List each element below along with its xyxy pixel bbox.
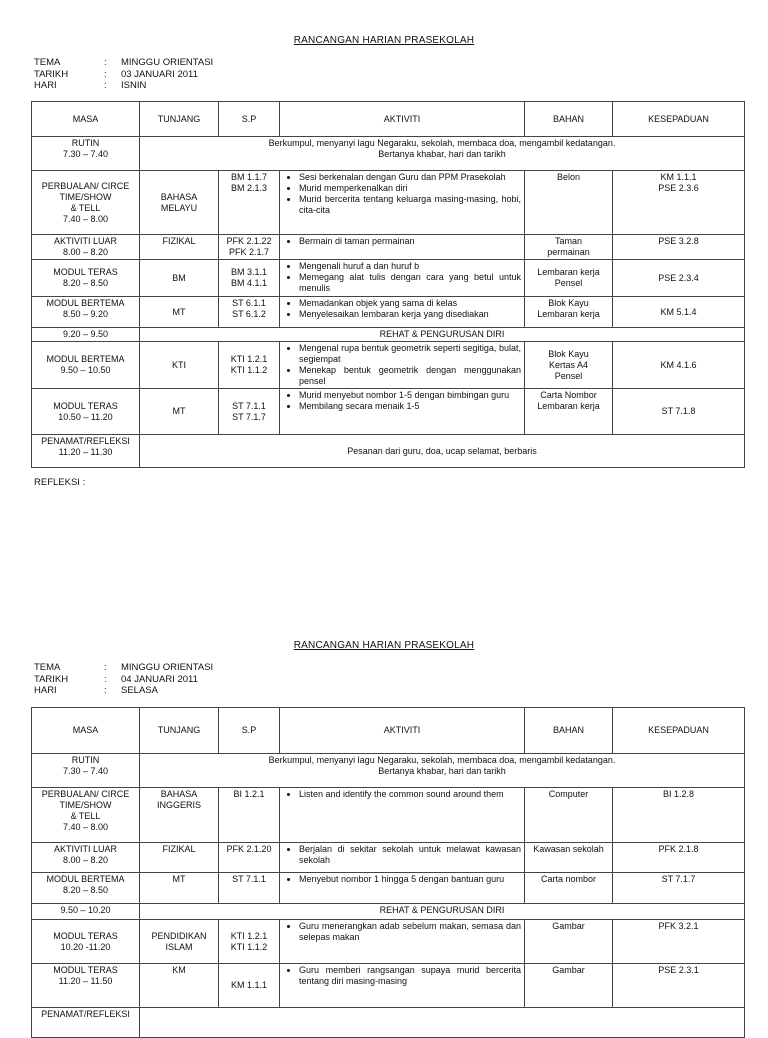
activity-item: • Memegang alat tulis dengan cara yang betul untuk menulis: [299, 272, 521, 294]
activity-item: • Menyelesaikan lembaran kerja yang disediakan: [299, 309, 521, 320]
kesepaduan-cell: [613, 171, 745, 235]
lesson-plan-table: [31, 707, 745, 1038]
header-masa: MASA: [32, 102, 140, 137]
kesepaduan-cell: [613, 843, 745, 873]
bahan-cell: [525, 964, 613, 1008]
header-tunjang: TUNJANG: [140, 102, 219, 137]
meta-key: TEMA: [34, 662, 61, 673]
meta-value: MINGGU ORIENTASI: [121, 57, 214, 68]
cell-line: Pensel: [554, 370, 583, 381]
activity-item: • Bermain di taman permainan: [299, 236, 521, 247]
aktiviti-cell: [280, 843, 525, 873]
table-row: [32, 137, 745, 171]
cell-line: PFK 2.1.22: [226, 236, 272, 246]
bahan-cell: [525, 235, 613, 260]
table-row: [32, 235, 745, 260]
aktiviti-cell: [280, 788, 525, 843]
cell-line: permainan: [547, 247, 590, 257]
masa-cell: [32, 260, 140, 297]
tunjang-cell: [140, 260, 219, 297]
cell-line: 8.00 – 8.20: [62, 247, 109, 257]
tunjang-cell: [140, 342, 219, 389]
activity-item: • Listen and identify the common sound around them: [299, 789, 521, 800]
meta-row-hari: [34, 685, 213, 697]
table-row: [32, 873, 745, 904]
activity-item: • Guru menerangkan adab sebelum makan, semasa dan selepas makan: [299, 921, 521, 943]
cell-line: Bertanya khabar, hari dan tarikh: [378, 149, 506, 159]
masa-cell: [32, 389, 140, 435]
aktiviti-cell: [280, 964, 525, 1008]
cell-line: TIME/SHOW: [59, 191, 112, 202]
cell-line: KM: [172, 965, 186, 975]
rutin-text-cell: [140, 137, 745, 171]
cell-line: PENDIDIKAN: [151, 930, 207, 941]
aktiviti-cell: [280, 342, 525, 389]
cell-line: BAHASA: [160, 191, 198, 202]
sp-cell: [219, 873, 280, 904]
cell-line: ST 7.1.1: [232, 874, 266, 884]
cell-line: BAHASA: [160, 789, 198, 799]
cell-line: 7.30 – 7.40: [62, 766, 109, 776]
meta-key: HARI: [34, 80, 57, 91]
activity-item: • Mengenal rupa bentuk geometrik seperti segitiga, bulat, segiempat: [299, 343, 521, 365]
cell-line: Carta nombor: [540, 874, 597, 884]
cell-line: MODUL BERTEMA: [46, 298, 125, 308]
cell-line: FIZIKAL: [162, 844, 196, 854]
cell-line: 7.30 – 7.40: [62, 149, 109, 159]
cell-line: Lembaran kerja: [537, 309, 600, 319]
cell-line: KM 1.1.1: [230, 980, 268, 990]
cell-line: 8.20 – 8.50: [62, 885, 109, 895]
table-row: [32, 788, 745, 843]
cell-line: Blok Kayu: [548, 348, 589, 359]
aktiviti-cell: [280, 920, 525, 964]
meta-key: TARIKH: [34, 673, 69, 685]
table-header-row: [32, 708, 745, 754]
masa-cell: [32, 235, 140, 260]
cell-line: MODUL BERTEMA: [46, 354, 125, 364]
cell-line: PENAMAT/REFLEKSI: [41, 436, 130, 446]
cell-line: & TELL: [70, 202, 101, 213]
cell-line: ST 7.1.7: [232, 411, 266, 422]
header-sp: S.P: [219, 708, 280, 754]
cell-line: AKTIVITI LUAR: [53, 236, 117, 246]
penamat-cell: Pesanan dari guru, doa, ucap selamat, berbaris: [140, 435, 745, 468]
masa-cell: [32, 873, 140, 904]
cell-line: PSE 2.3.6: [658, 183, 699, 193]
bahan-cell: [525, 920, 613, 964]
cell-line: MT: [172, 874, 186, 884]
header-bahan: BAHAN: [525, 102, 613, 137]
activity-item: • Membilang secara menaik 1-5: [299, 401, 521, 412]
table-row: [32, 342, 745, 389]
sp-cell: [219, 964, 280, 1008]
cell-line: KM 1.1.1: [660, 172, 697, 182]
masa-cell: [32, 297, 140, 328]
cell-line: BM 3.1.1: [230, 267, 268, 277]
masa-cell: 9.20 – 9.50: [32, 328, 140, 342]
cell-line: 8.00 – 8.20: [62, 855, 109, 865]
meta-colon: :: [104, 662, 107, 673]
table-row-rehat: [32, 904, 745, 920]
sp-cell: [219, 235, 280, 260]
cell-line: KTI 1.2.1: [230, 354, 268, 364]
cell-line: BM 4.1.1: [230, 278, 268, 288]
cell-line: RUTIN: [71, 755, 100, 765]
activity-item: • Guru memberi rangsangan supaya murid bercerita tentang diri masing-masing: [299, 965, 521, 987]
tunjang-cell: [140, 389, 219, 435]
cell-line: 8.50 – 9.20: [62, 309, 109, 319]
header-aktiviti: AKTIVITI: [280, 102, 525, 137]
header-tunjang: TUNJANG: [140, 708, 219, 754]
cell-line: Blok Kayu: [548, 298, 589, 308]
cell-line: 7.40 – 8.00: [62, 213, 109, 224]
meta-key: TEMA: [34, 57, 61, 68]
cell-line: BI 1.2.1: [233, 789, 265, 799]
aktiviti-cell: [280, 260, 525, 297]
masa-cell: [32, 171, 140, 235]
sp-cell: [219, 171, 280, 235]
cell-line: Lembaran kerja: [537, 401, 600, 411]
table-row: [32, 964, 745, 1008]
cell-line: RUTIN: [71, 138, 100, 148]
cell-line: AKTIVITI LUAR: [53, 844, 117, 854]
sp-cell: [219, 920, 280, 964]
cell-line: 10.20 -11.20: [60, 941, 111, 952]
sp-cell: [219, 260, 280, 297]
header-aktiviti: AKTIVITI: [280, 708, 525, 754]
tunjang-cell: [140, 873, 219, 904]
cell-line: MT: [172, 306, 186, 317]
cell-line: & TELL: [70, 811, 101, 821]
sp-cell: [219, 342, 280, 389]
cell-line: ISLAM: [165, 941, 193, 952]
tunjang-cell: [140, 788, 219, 843]
activity-item: • Menekap bentuk geometrik dengan menggunakan pensel: [299, 365, 521, 387]
cell-line: PSE 2.3.1: [658, 965, 699, 975]
cell-line: KTI: [171, 359, 186, 370]
meta-value: 04 JANUARI 2011: [121, 673, 198, 685]
cell-line: PENAMAT/REFLEKSI: [41, 1009, 130, 1019]
sp-cell: [219, 788, 280, 843]
masa-cell: [32, 843, 140, 873]
bahan-cell: [525, 788, 613, 843]
kesepaduan-cell: [613, 389, 745, 435]
cell-line: Gambar: [552, 921, 585, 931]
cell-line: MELAYU: [160, 202, 198, 213]
page-title: RANCANGAN HARIAN PRASEKOLAH: [293, 640, 475, 651]
cell-line: MODUL TERAS: [53, 965, 118, 975]
masa-cell: [32, 788, 140, 843]
header-kesepaduan: KESEPADUAN: [613, 102, 745, 137]
activity-item: • Berjalan di sekitar sekolah untuk melawat kawasan sekolah: [299, 844, 521, 866]
bahan-cell: [525, 342, 613, 389]
cell-line: Kertas A4: [548, 359, 589, 370]
cell-line: ST 6.1.1: [232, 298, 266, 308]
kesepaduan-cell: [613, 873, 745, 904]
bahan-cell: [525, 297, 613, 328]
meta-colon: :: [104, 80, 107, 91]
cell-line: TIME/SHOW: [59, 800, 112, 810]
cell-line: PFK 2.1.20: [226, 844, 272, 854]
masa-cell: [32, 1008, 140, 1038]
table-row: [32, 171, 745, 235]
cell-line: FIZIKAL: [162, 236, 196, 246]
plan-meta: [34, 57, 213, 92]
kesepaduan-cell: [613, 260, 745, 297]
kesepaduan-cell: [613, 788, 745, 843]
cell-line: Bertanya khabar, hari dan tarikh: [378, 766, 506, 776]
meta-row-tarikh: [34, 674, 213, 686]
activity-item: • Sesi berkenalan dengan Guru dan PPM Prasekolah: [299, 172, 521, 183]
masa-cell: [32, 137, 140, 171]
aktiviti-cell: [280, 235, 525, 260]
meta-value: 03 JANUARI 2011: [121, 68, 198, 80]
cell-line: BM 1.1.7: [230, 172, 268, 182]
masa-cell: [32, 964, 140, 1008]
cell-line: BM 2.1.3: [230, 183, 268, 193]
kesepaduan-cell: [613, 964, 745, 1008]
aktiviti-cell: [280, 297, 525, 328]
masa-cell: [32, 342, 140, 389]
meta-row-tema: [34, 662, 213, 674]
tunjang-cell: [140, 843, 219, 873]
cell-line: KTI 1.2.1: [230, 930, 268, 941]
cell-line: PFK 2.1.7: [228, 247, 270, 257]
tunjang-cell: [140, 171, 219, 235]
tunjang-cell: [140, 235, 219, 260]
cell-line: Belon: [556, 172, 581, 182]
cell-line: INGGERIS: [156, 800, 201, 810]
rehat-cell: REHAT & PENGURUSAN DIRI: [140, 328, 745, 342]
cell-line: 9.50 – 10.50: [60, 365, 111, 375]
bahan-cell: [525, 171, 613, 235]
meta-colon: :: [104, 673, 107, 685]
table-row: [32, 920, 745, 964]
cell-line: ST 7.1.1: [232, 400, 266, 411]
bahan-cell: [525, 873, 613, 904]
aktiviti-cell: [280, 171, 525, 235]
kesepaduan-cell: [613, 235, 745, 260]
cell-line: KM 4.1.6: [660, 359, 697, 370]
cell-line: 11.20 – 11.30: [58, 447, 113, 457]
cell-line: 10.50 – 11.20: [58, 411, 113, 422]
table-row-penamat: [32, 435, 745, 468]
cell-line: 11.20 – 11.50: [58, 976, 113, 986]
cell-line: PSE 2.3.4: [658, 272, 699, 283]
header-masa: MASA: [32, 708, 140, 754]
table-row: [32, 843, 745, 873]
cell-line: Lembaran kerja: [537, 267, 600, 277]
cell-line: MT: [172, 406, 186, 416]
refleksi-label: REFLEKSI :: [34, 477, 86, 488]
sp-cell: [219, 389, 280, 435]
cell-line: Berkumpul, menyanyi lagu Negaraku, sekolah, membaca doa, mengambil kedatangan.: [268, 138, 616, 148]
tunjang-cell: [140, 920, 219, 964]
cell-line: KM 5.1.4: [660, 306, 697, 317]
penamat-cell: [140, 1008, 745, 1038]
kesepaduan-cell: [613, 297, 745, 328]
activity-item: • Murid menyebut nombor 1-5 dengan bimbingan guru: [299, 390, 521, 401]
activity-item: • Mengenali huruf a dan huruf b: [299, 261, 521, 272]
kesepaduan-cell: [613, 342, 745, 389]
cell-line: Computer: [548, 789, 589, 799]
table-row: [32, 297, 745, 328]
cell-line: PFK 3.2.1: [658, 921, 699, 931]
meta-key: HARI: [34, 685, 57, 696]
cell-line: Berkumpul, menyanyi lagu Negaraku, sekolah, membaca doa, mengambil kedatangan.: [268, 755, 616, 765]
cell-line: Gambar: [552, 965, 585, 975]
cell-line: MODUL TERAS: [53, 400, 118, 411]
table-row: [32, 389, 745, 435]
header-sp: S.P: [219, 102, 280, 137]
lesson-plan-table: [31, 101, 745, 468]
meta-colon: :: [104, 68, 107, 80]
cell-line: 7.40 – 8.00: [62, 822, 109, 832]
tunjang-cell: [140, 964, 219, 1008]
activity-item: • Murid memperkenalkan diri: [299, 183, 521, 194]
cell-line: ST 6.1.2: [232, 309, 266, 319]
table-row-penamat: [32, 1008, 745, 1038]
masa-cell: [32, 435, 140, 468]
cell-line: KTI 1.1.2: [230, 941, 268, 952]
cell-line: 8.20 – 8.50: [62, 278, 109, 288]
table-header-row: [32, 102, 745, 137]
cell-line: Pensel: [554, 278, 583, 288]
meta-row-tarikh: [34, 69, 213, 81]
table-row-rehat: [32, 328, 745, 342]
cell-line: MODUL TERAS: [53, 930, 118, 941]
cell-line: Taman: [554, 236, 582, 246]
kesepaduan-cell: [613, 920, 745, 964]
cell-line: PFK 2.1.8: [658, 844, 699, 854]
cell-line: Carta Nombor: [540, 390, 597, 400]
meta-row-hari: [34, 80, 213, 92]
activity-item: • Menyebut nombor 1 hingga 5 dengan bantuan guru: [299, 874, 521, 885]
cell-line: Kawasan sekolah: [533, 844, 604, 854]
sp-cell: [219, 297, 280, 328]
cell-line: ST 7.1.7: [661, 874, 696, 884]
table-row: [32, 754, 745, 788]
cell-line: ST 7.1.8: [661, 406, 696, 416]
tunjang-cell: [140, 297, 219, 328]
meta-value: MINGGU ORIENTASI: [121, 662, 214, 673]
sp-cell: [219, 843, 280, 873]
masa-cell: 9.50 – 10.20: [32, 904, 140, 920]
masa-cell: [32, 920, 140, 964]
activity-item: • Murid bercerita tentang keluarga masing-masing, hobi, cita-cita: [299, 194, 521, 216]
cell-line: BM: [172, 272, 186, 283]
rutin-text-cell: [140, 754, 745, 788]
cell-line: MODUL TERAS: [53, 267, 118, 277]
rehat-cell: REHAT & PENGURUSAN DIRI: [140, 904, 745, 920]
activity-item: • Memadankan objek yang sama di kelas: [299, 298, 521, 309]
cell-line: PERBUALAN/ CIRCE: [41, 789, 130, 799]
cell-line: PERBUALAN/ CIRCE: [41, 180, 130, 191]
meta-colon: :: [104, 685, 107, 696]
masa-cell: [32, 754, 140, 788]
bahan-cell: [525, 260, 613, 297]
bahan-cell: [525, 843, 613, 873]
meta-colon: :: [104, 57, 107, 68]
header-bahan: BAHAN: [525, 708, 613, 754]
cell-line: KTI 1.1.2: [230, 365, 268, 375]
plan-meta: [34, 662, 213, 697]
aktiviti-cell: [280, 389, 525, 435]
meta-row-tema: [34, 57, 213, 69]
table-row: [32, 260, 745, 297]
cell-line: PSE 3.2.8: [658, 236, 699, 246]
aktiviti-cell: [280, 873, 525, 904]
meta-value: ISNIN: [121, 80, 147, 91]
bahan-cell: [525, 389, 613, 435]
page-title: RANCANGAN HARIAN PRASEKOLAH: [293, 35, 475, 46]
cell-line: MODUL BERTEMA: [46, 874, 125, 884]
header-kesepaduan: KESEPADUAN: [613, 708, 745, 754]
cell-line: BI 1.2.8: [662, 789, 695, 799]
meta-value: SELASA: [121, 685, 158, 696]
meta-key: TARIKH: [34, 68, 69, 80]
